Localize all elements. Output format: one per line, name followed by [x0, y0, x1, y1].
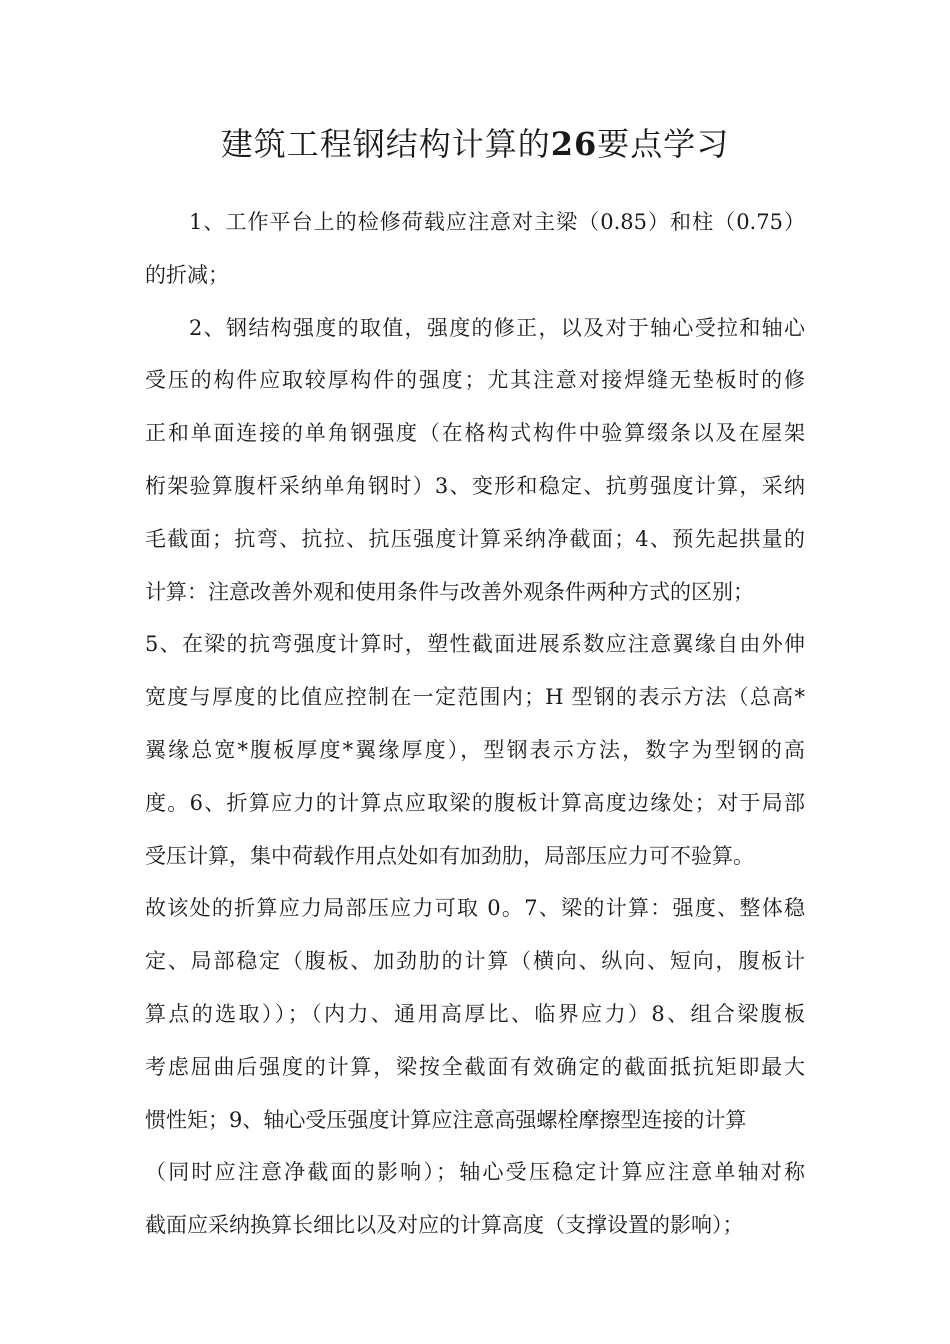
title-suffix: 要点学习	[597, 125, 730, 163]
text-line: 受压计算，集中荷载作用点处如有加劲肋，局部压应力可不验算。	[145, 843, 754, 868]
text-line: 故该处的折算应力局部压应力可取 0。7、梁的计算：强度、整体稳	[145, 896, 805, 921]
text-line: 2、钢结构强度的取值，强度的修正，以及对于轴心受拉和轴心	[189, 315, 805, 340]
page-title	[145, 118, 805, 170]
text-line: 的折减；	[145, 262, 229, 287]
text-line: 宽度与厚度的比值应控制在一定范围内；H 型钢的表示方法（总高*	[145, 685, 805, 710]
text-line: 计算：注意改善外观和使用条件与改善外观条件两种方式的区别；	[145, 579, 754, 604]
body-text	[145, 196, 805, 1252]
text-line: 翼缘总宽*腹板厚度*翼缘厚度），型钢表示方法，数字为型钢的高	[145, 737, 805, 762]
title-number: 26	[550, 125, 598, 163]
text-line: 毛截面；抗弯、抗拉、抗压强度计算采纳净截面；4、预先起拱量的	[145, 526, 805, 551]
text-line: 惯性矩；9、轴心受压强度计算应注意高强螺栓摩擦型连接的计算	[145, 1107, 747, 1132]
text-line: 度。6、折算应力的计算点应取梁的腹板计算高度边缘处；对于局部	[145, 790, 805, 815]
text-line: 算点的选取））；（内力、通用高厚比、临界应力）8、组合梁腹板	[145, 1001, 805, 1026]
text-line: 受压的构件应取较厚构件的强度；尤其注意对接焊缝无垫板时的修	[145, 368, 805, 393]
text-line: 5、在梁的抗弯强度计算时，塑性截面进展系数应注意翼缘自由外伸	[145, 632, 805, 657]
text-line: 正和单面连接的单角钢强度（在格构式构件中验算缀条以及在屋架	[145, 421, 805, 446]
title-prefix: 建筑工程钢结构计算的	[220, 125, 551, 163]
text-line: （同时应注意净截面的影响）；轴心受压稳定计算应注意单轴对称	[145, 1160, 805, 1185]
text-line: 桁架验算腹杆采纳单角钢时）3、变形和稳定、抗剪强度计算，采纳	[145, 473, 805, 498]
text-line: 定、局部稳定（腹板、加劲肋的计算（横向、纵向、短向，腹板计	[145, 949, 805, 974]
text-line: 截面应采纳换算长细比以及对应的计算高度（支撑设置的影响）；	[145, 1213, 744, 1238]
text-line: 1、工作平台上的检修荷载应注意对主梁（0.85）和柱（0.75）	[189, 210, 805, 234]
text-line: 考虑屈曲后强度的计算，梁按全截面有效确定的截面抵抗矩即最大	[145, 1054, 805, 1079]
